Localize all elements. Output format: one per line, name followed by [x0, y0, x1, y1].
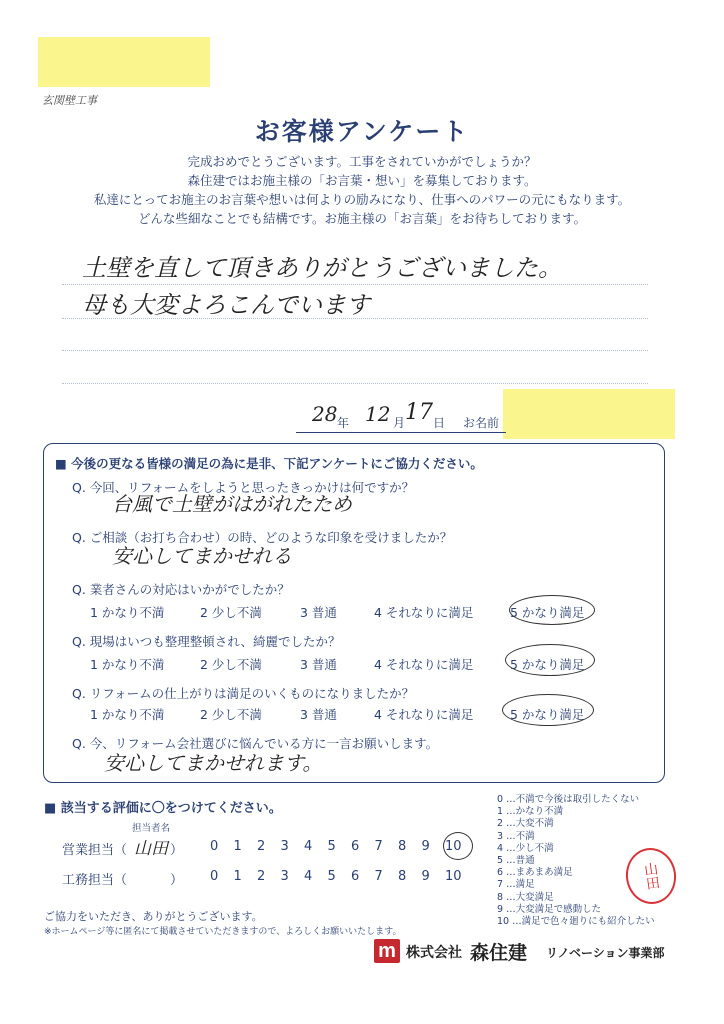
option-5: 5 かなり満足: [510, 605, 585, 620]
legend-item: 1 …かなり不満: [497, 806, 564, 818]
scale-6: 6: [351, 839, 360, 854]
rating-heading: ■ 該当する評価に〇をつけてください。: [44, 801, 282, 816]
comment-line-1: 土壁を直して頂きありがとうございました。: [82, 254, 562, 282]
sales-scale: [210, 839, 469, 854]
date-year-unit: 年: [337, 416, 350, 430]
scale-8: 8: [398, 869, 407, 884]
intro-line-2: 森住建ではお施主様の「お言葉・想い」を募集しております。: [187, 173, 537, 188]
legend-item: 0 …不満で今後は取引したくない: [497, 794, 640, 805]
date-day: 17: [405, 400, 433, 425]
intro-line-3: 私達にとってお施主のお言葉や想いは何よりの励みになり、仕事へのパワーの元にもなります。: [93, 192, 631, 207]
legend-item: 10 …満足で色々廻りにも紹介したい: [497, 916, 655, 928]
legend-item: 3 …不満: [497, 830, 535, 842]
company-prefix: 株式会社: [406, 945, 462, 961]
option-1: 1 かなり不満: [90, 657, 165, 672]
option-1: 1 かなり不満: [90, 707, 165, 722]
scale-0: 0: [210, 839, 219, 854]
sales-close-paren: ）: [170, 843, 184, 858]
sales-label: 営業担当（: [62, 843, 128, 858]
legend-item: 6 …まあまあ満足: [497, 867, 573, 879]
works-close-paren: ）: [170, 873, 184, 888]
scale-3: 3: [280, 869, 289, 884]
header-note: 玄関壁工事: [42, 94, 97, 107]
comment-rule: [62, 383, 648, 384]
person-label: 担当者名: [132, 823, 171, 834]
survey-heading: ■ 今後の更なる皆様の満足の為に是非、下記アンケートにご協力ください。: [55, 456, 483, 471]
scale-10: 10: [445, 839, 462, 854]
redaction-highlight-top: [38, 37, 210, 87]
date-month: 12: [365, 402, 391, 426]
works-scale: [210, 869, 469, 884]
company-name: 森住建: [470, 942, 528, 964]
selection-circle: [505, 644, 595, 676]
scale-9: 9: [421, 839, 430, 854]
sales-name: 山田: [134, 839, 168, 859]
q1-question: Q. 今回、リフォームをしようと思ったきっかけは何ですか？: [72, 480, 415, 495]
scale-3: 3: [280, 839, 289, 854]
scale-5: 5: [327, 839, 336, 854]
logo-mark: m: [378, 940, 396, 962]
option-4: 4 それなりに満足: [374, 605, 474, 620]
option-1: 1 かなり不満: [90, 605, 165, 620]
scale-2: 2: [257, 869, 266, 884]
legend-item: 2 …大変不満: [497, 818, 554, 830]
q5-question: Q. リフォームの仕上がりは満足のいくものになりましたか？: [72, 686, 415, 701]
legend-item: 8 …大変満足: [497, 891, 554, 903]
comment-line-2: 母も大変よろこんでいます: [82, 291, 370, 319]
scale-4: 4: [304, 869, 313, 884]
option-2: 2 少し不満: [200, 657, 262, 672]
option-3: 3 普通: [300, 605, 337, 620]
works-label: 工務担当（: [62, 873, 128, 888]
scale-2: 2: [257, 839, 266, 854]
q6-question: Q. 今、リフォーム会社選びに悩んでいる方に一言お願いします。: [72, 736, 439, 751]
company-logo: [374, 939, 400, 963]
scale-10: 10: [445, 869, 462, 884]
comment-rule: [62, 350, 648, 351]
option-3: 3 普通: [300, 707, 337, 722]
option-4: 4 それなりに満足: [374, 657, 474, 672]
intro-line-4: どんな些細なことでも結構です。お施主様の「お言葉」をお待ちしております。: [137, 211, 586, 226]
name-label: お名前: [463, 416, 500, 430]
q1-answer: 台風で土壁がはがれたため: [112, 492, 352, 516]
stamp-text: 山田: [641, 861, 661, 891]
option-3: 3 普通: [300, 657, 337, 672]
q6-answer: 安心してまかせれます。: [104, 751, 323, 775]
scale-7: 7: [374, 839, 383, 854]
scale-5: 5: [327, 869, 336, 884]
option-2: 2 少し不満: [200, 605, 262, 620]
option-5: 5 かなり満足: [510, 657, 585, 672]
scale-7: 7: [374, 869, 383, 884]
legend-item: 7 …満足: [497, 879, 535, 891]
q3-question: Q. 業者さんの対応はいかがでしたか？: [72, 582, 290, 597]
selection-circle: [502, 694, 594, 726]
date-year: 28: [312, 402, 338, 426]
selection-circle: [443, 832, 473, 860]
scale-4: 4: [304, 839, 313, 854]
scale-9: 9: [421, 869, 430, 884]
q2-answer: 安心してまかせれる: [112, 544, 292, 568]
legend-item: 5 …普通: [497, 855, 535, 867]
redaction-highlight-name: [503, 389, 675, 439]
option-5: 5 かなり満足: [510, 707, 585, 722]
selection-circle: [509, 595, 595, 625]
intro-line-1: 完成おめでとうございます。工事をされていかがでしょうか？: [187, 154, 537, 169]
footer-notice: ※ホームページ等に匿名にて掲載させていただきますので、よろしくお願いいたします。: [44, 927, 402, 937]
scale-8: 8: [398, 839, 407, 854]
date-month-unit: 月: [393, 416, 406, 430]
company-department: リノベーション事業部: [546, 946, 665, 960]
scale-1: 1: [233, 839, 242, 854]
date-day-unit: 日: [433, 416, 446, 430]
q4-question: Q. 現場はいつも整理整頓され、綺麗でしたか？: [72, 634, 341, 649]
legend-item: 9 …大変満足で感動した: [497, 903, 602, 915]
footer-thanks: ご協力をいただき、ありがとうございます。: [44, 910, 263, 923]
q2-question: Q. ご相談（お打ち合わせ）の時、どのような印象を受けましたか？: [72, 530, 453, 545]
option-4: 4 それなりに満足: [374, 707, 474, 722]
page-title: お客様アンケート: [254, 117, 470, 146]
scale-0: 0: [210, 869, 219, 884]
scale-6: 6: [351, 869, 360, 884]
scale-1: 1: [233, 869, 242, 884]
legend-item: 4 …少し不満: [497, 842, 554, 854]
option-2: 2 少し不満: [200, 707, 262, 722]
